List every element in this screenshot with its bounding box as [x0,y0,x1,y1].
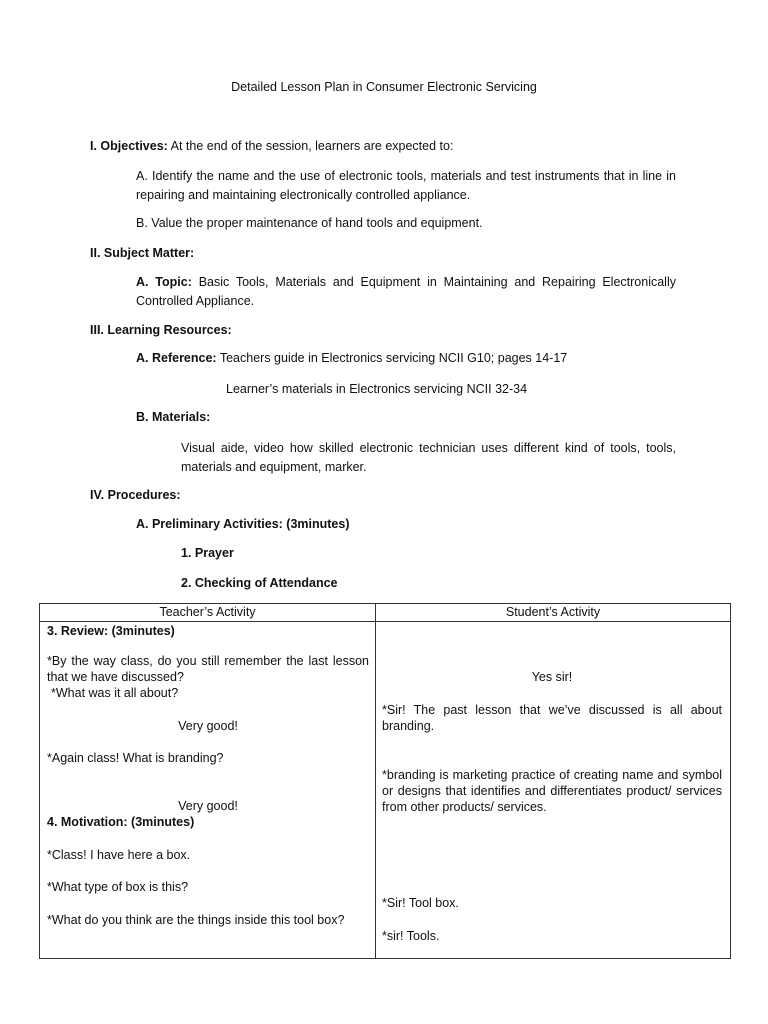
student-activity-header: Student’s Activity [376,604,731,622]
teacher-praise-2: Very good! [178,799,238,813]
page-title: Detailed Lesson Plan in Consumer Electronic Servicing [231,80,537,94]
student-answer-branding-definition: *branding is marketing practice of creating name and symbol or designs that identifies and differentiates product/ services from other products/ services. [382,768,722,814]
reference-line [136,350,567,366]
preliminary-activities: A. Preliminary Activities: (3minutes) [136,517,350,531]
materials-text: Visual aide, video how skilled electronic technician uses different kind of tools, tools, materials and equipment, marker. [181,441,676,474]
teacher-activity-header: Teacher’s Activity [40,604,376,622]
objective-b: B. Value the proper maintenance of hand tools and equipment. [136,216,483,230]
teacher-activity-cell [40,622,376,959]
teacher-praise-1: Very good! [178,719,238,733]
student-answer-branding-lesson: *Sir! The past lesson that we’ve discussed is all about branding. [382,703,722,733]
student-answer-tool-box: *Sir! Tool box. [382,896,459,910]
table-row [40,622,731,959]
learning-resources-heading: III. Learning Resources: [90,323,232,337]
reference-label: A. Reference: [136,351,217,365]
student-answer-tools: *sir! Tools. [382,929,440,943]
reference-text-2: Learner’s materials in Electronics servicing NCII 32-34 [226,382,528,396]
teacher-question-last-lesson: *By the way class, do you still remember the last lesson that we have discussed? [47,654,369,684]
teacher-question-box-type: *What type of box is this? [47,880,189,894]
objectives-line [90,138,453,154]
objectives-intro: At the end of the session, learners are expected to: [170,139,454,153]
topic-paragraph [136,273,676,311]
student-answer-yes: Yes sir! [531,670,573,684]
materials-label: B. Materials: [136,410,211,424]
motivation-heading: 4. Motivation: (3minutes) [47,815,195,829]
teacher-question-branding: *Again class! What is branding? [47,751,224,765]
topic-label: A. Topic: [136,275,192,289]
attendance-item: 2. Checking of Attendance [181,576,338,590]
objective-a: A. Identify the name and the use of electronic tools, materials and test instruments that in line in repairing and maintaining electronically controlled appliance. [136,169,676,202]
teacher-question-box-contents: *What do you think are the things inside this tool box? [47,913,345,927]
subject-matter-heading: II. Subject Matter: [90,246,195,260]
prayer-item: 1. Prayer [181,546,234,560]
topic-text: Basic Tools, Materials and Equipment in Maintaining and Repairing Electronically Controlled Appliance. [136,275,676,308]
activity-table [39,603,731,959]
table-header-row [40,604,731,622]
review-heading: 3. Review: (3minutes) [47,624,175,638]
teacher-question-about: *What was it all about? [51,686,179,700]
student-activity-cell [376,622,731,959]
objectives-heading: I. Objectives: [90,139,168,153]
reference-text: Teachers guide in Electronics servicing NCII G10; pages 14-17 [219,351,568,365]
procedures-heading: IV. Procedures: [90,488,181,502]
teacher-box-statement: *Class! I have here a box. [47,848,191,862]
